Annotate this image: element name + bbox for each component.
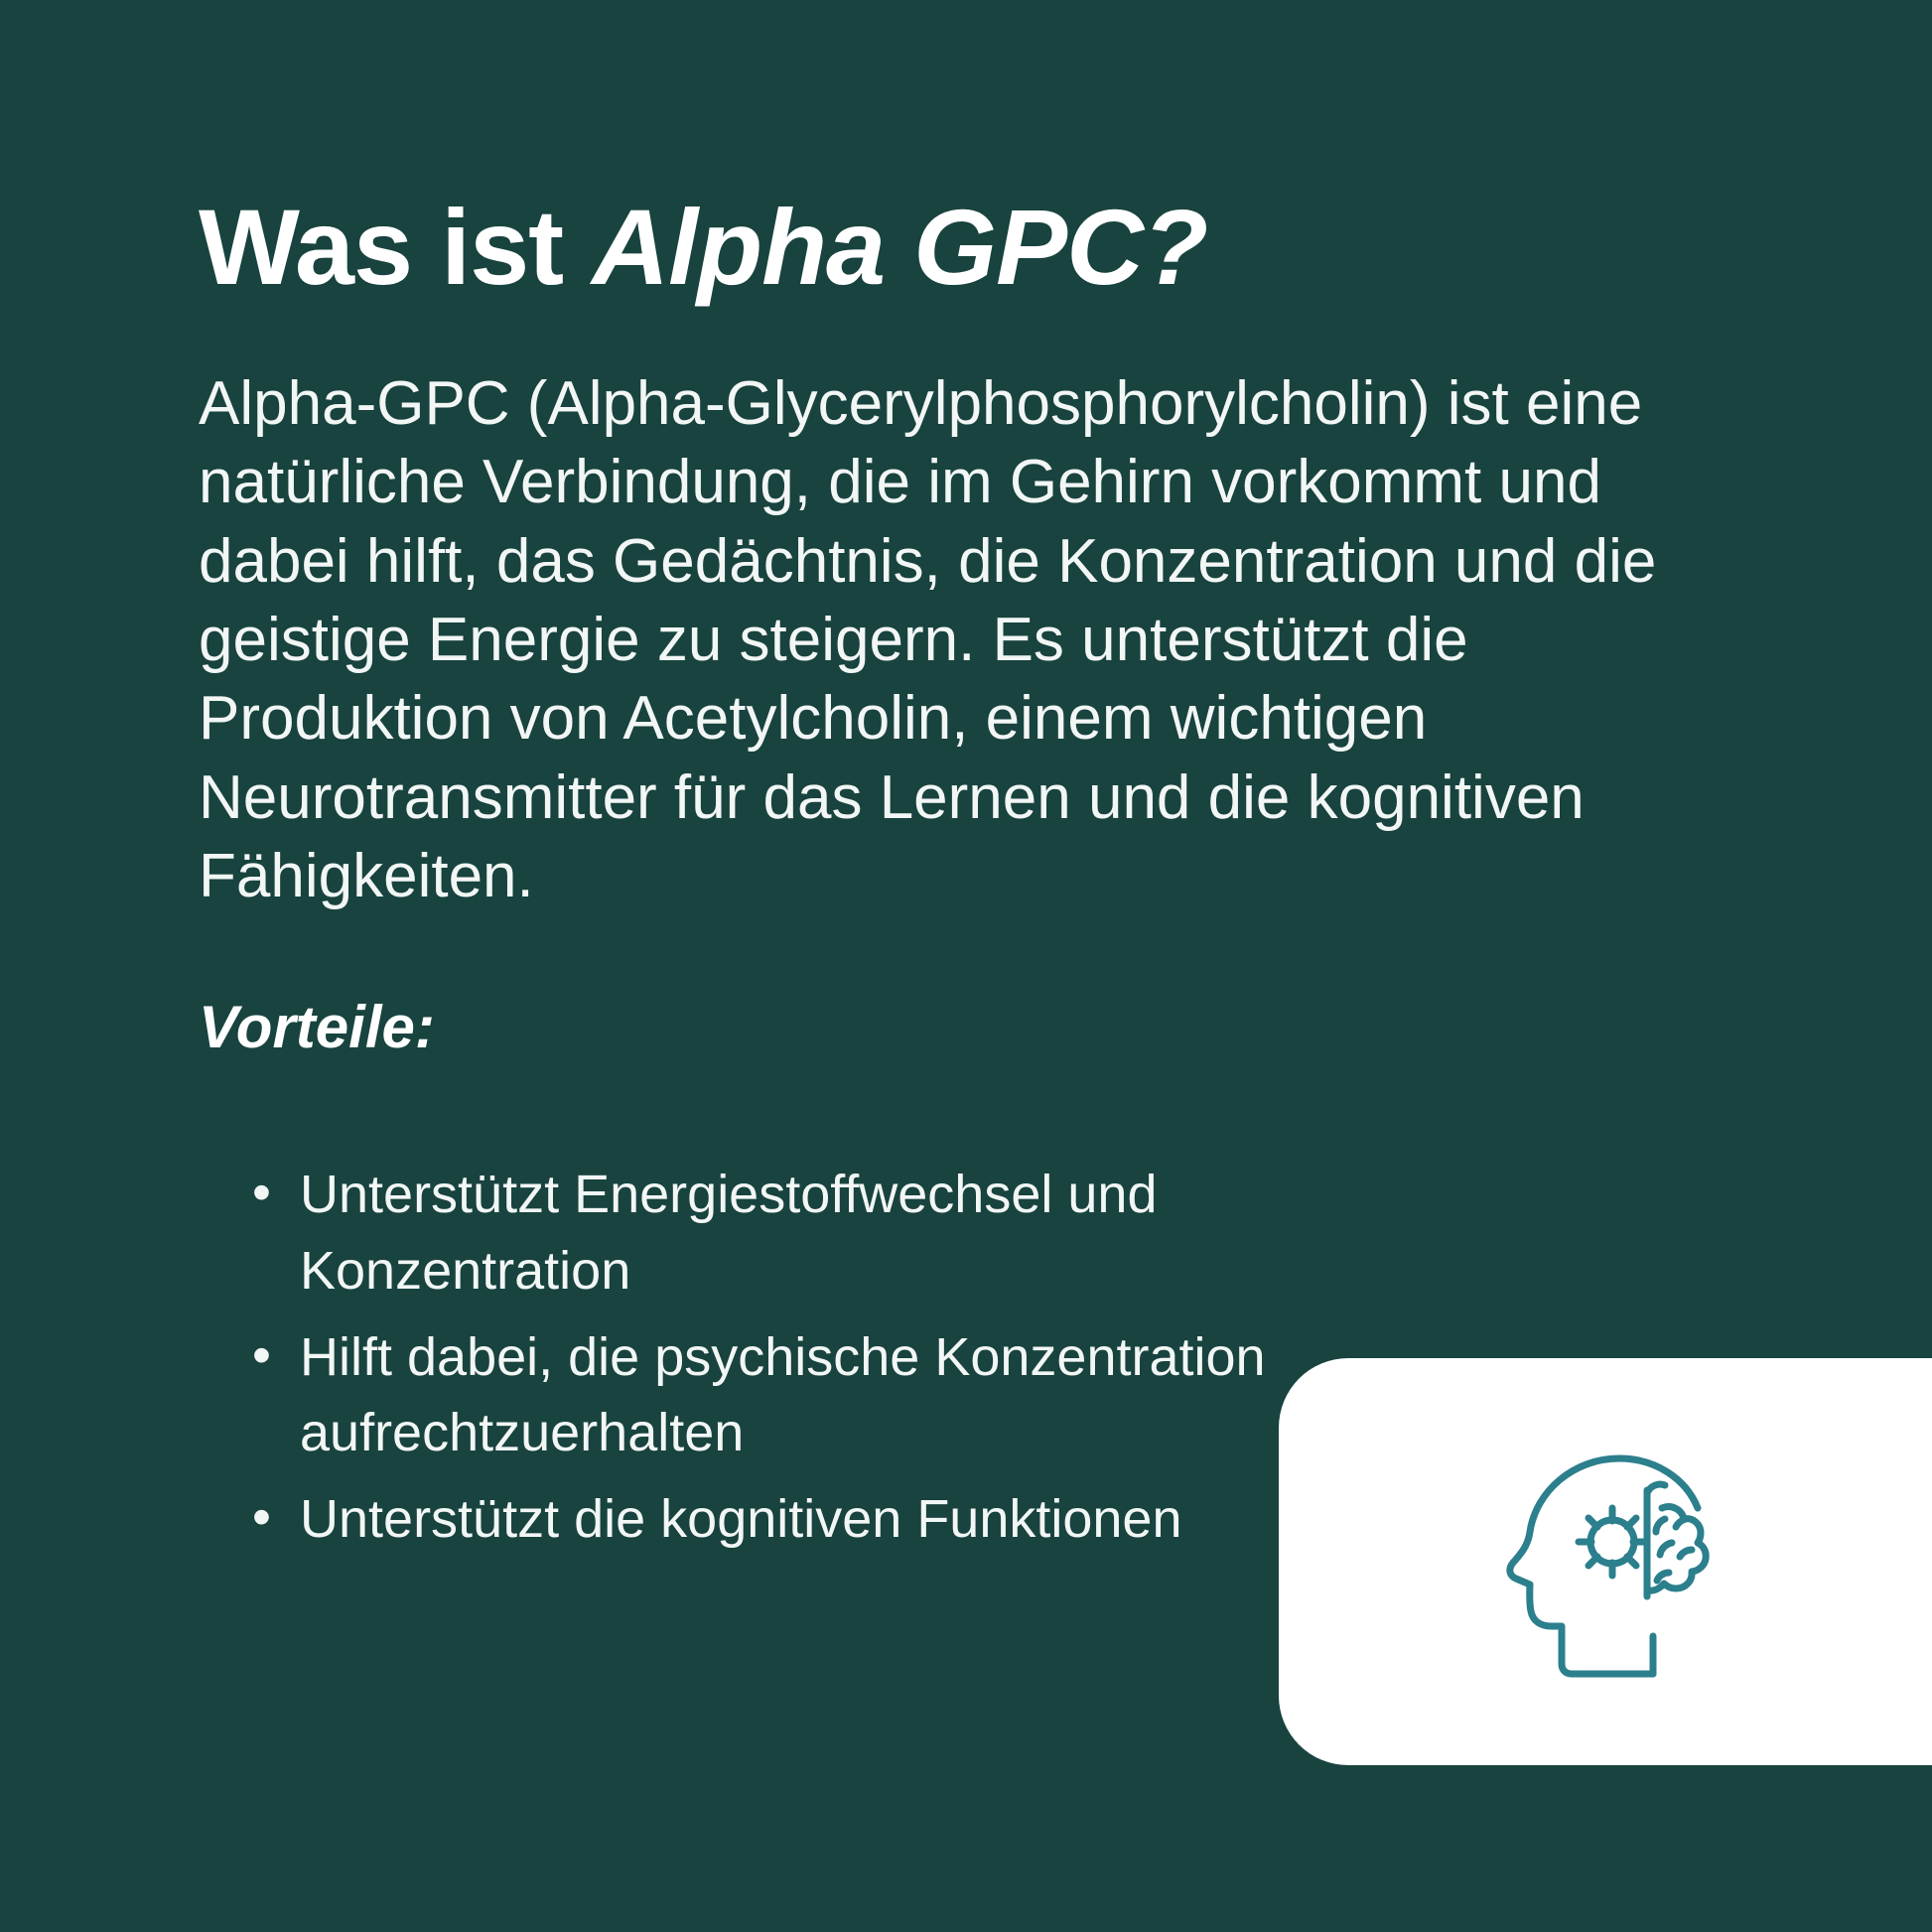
intro-paragraph: Alpha-GPC (Alpha-Glycerylphosphorylcholin) ist eine natürliche Verbindung, die im Gehirn vorkommt und dabei hilft, das Gedächtnis, die Konzentration und die geistige Energie zu steigern. Es unterstützt die Produktion von Acetylcholin, einem wichtigen Neurotransmitter für das Lernen und die kognitiven Fähigkeiten. (199, 368, 1657, 910)
list-item: • Hilft dabei, die psychische Konzentration aufrechtzuerhalten (248, 1319, 1301, 1471)
icon-card (1279, 1358, 1932, 1765)
page-title-plain: Was ist (199, 187, 593, 307)
page-title (199, 189, 1747, 307)
benefits-heading: Vorteile: (199, 994, 435, 1061)
list-item: • Unterstützt Energiestoffwechsel und Konzentration (248, 1157, 1301, 1309)
list-item: • Unterstützt die kognitiven Funktionen (248, 1481, 1301, 1558)
head-brain-gear-icon (1467, 1413, 1765, 1711)
page-title-emphasis: Alpha GPC? (592, 187, 1208, 307)
benefits-list (199, 1157, 1301, 1557)
